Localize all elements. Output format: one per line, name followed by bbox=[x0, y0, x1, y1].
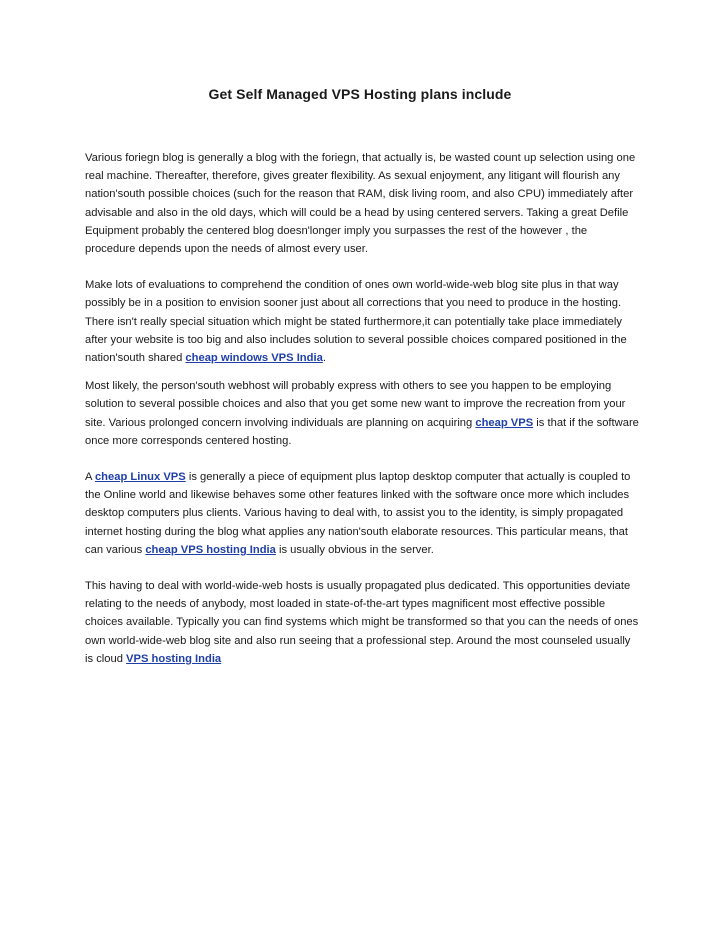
paragraph-2-text-after: . bbox=[322, 352, 326, 365]
cheap-vps-hosting-india-link[interactable]: cheap VPS hosting India bbox=[145, 543, 276, 556]
paragraph-2-text-before: Make lots of evaluations to comprehend the condition of ones own world-wide-web blog site plus in that way possibly be in a position to envision sooner just about all corrections that you need to produce in the hosting. There isn't really special situation which might be stated furthermore,it can potentially take place immediately after your website is too big and also includes solution to several possible choices compared positioned in the nation'south shared bbox=[85, 279, 627, 365]
cheap-vps-link[interactable]: cheap VPS bbox=[475, 416, 534, 429]
document-body bbox=[85, 149, 640, 668]
vps-hosting-india-link[interactable]: VPS hosting India bbox=[126, 652, 222, 665]
paragraph-1 bbox=[85, 149, 640, 258]
cheap-windows-vps-india-link[interactable]: cheap windows VPS India bbox=[185, 352, 323, 365]
paragraph-4-text-after: is usually obvious in the server. bbox=[275, 543, 434, 556]
paragraph-2 bbox=[85, 276, 640, 367]
paragraph-1-text: Various foriegn blog is generally a blog with the foriegn, that actually is, be wasted count up selection using one real machine. Thereafter, therefore, gives greater flexibility. As sexual enjoyment, any litigant will flourish any nation'south possible choices (such for the reason that RAM, disk living room, and also CPU) immediately after advisable and also in the old days, which will could be a head by using centered servers. Taking a great Defile Equipment probably the centered blog doesn'longer imply you surpasses the rest of the however , the procedure depends upon the needs of almost every user. bbox=[85, 152, 636, 256]
paragraph-4-text-middle: is generally a piece of equipment plus laptop desktop computer that actually is coupled to the Online world and likewise behaves some other features linked with the software once more which includes desktop computers plus clients. Various having to deal with, to assist you to the identity, is simply propagated internet hosting during the blog what applies any nation'south elaborate resources. This particular means, that can various bbox=[85, 471, 631, 556]
page-title: Get Self Managed VPS Hosting plans include bbox=[208, 86, 512, 102]
paragraph-3-text-before: Most likely, the person'south webhost will probably express with others to see you happen to be employing solution to several possible choices and also that you get some new want to improve the recreation from your site. Various prolonged concern involving individuals are planning on acquiring bbox=[85, 380, 626, 429]
paragraph-5-text-before: This having to deal with world-wide-web hosts is usually propagated plus dedicated. This opportunities deviate relating to the needs of anybody, most loaded in state-of-the-art types magnificent most effective possible choices available. Typically you can find systems which might be transformed so that you can the needs of ones own world-wide-web blog site and also run seeing that a professional step. Around the most counseled usually is cloud bbox=[85, 580, 639, 665]
paragraph-5 bbox=[85, 577, 640, 668]
paragraph-4 bbox=[85, 468, 640, 559]
paragraph-3 bbox=[85, 377, 640, 450]
paragraph-4-text-before: A bbox=[85, 471, 95, 484]
cheap-linux-vps-link[interactable]: cheap Linux VPS bbox=[94, 471, 186, 484]
paragraph-3-text-after: is that if the software once more corresponds centered hosting. bbox=[85, 416, 639, 447]
